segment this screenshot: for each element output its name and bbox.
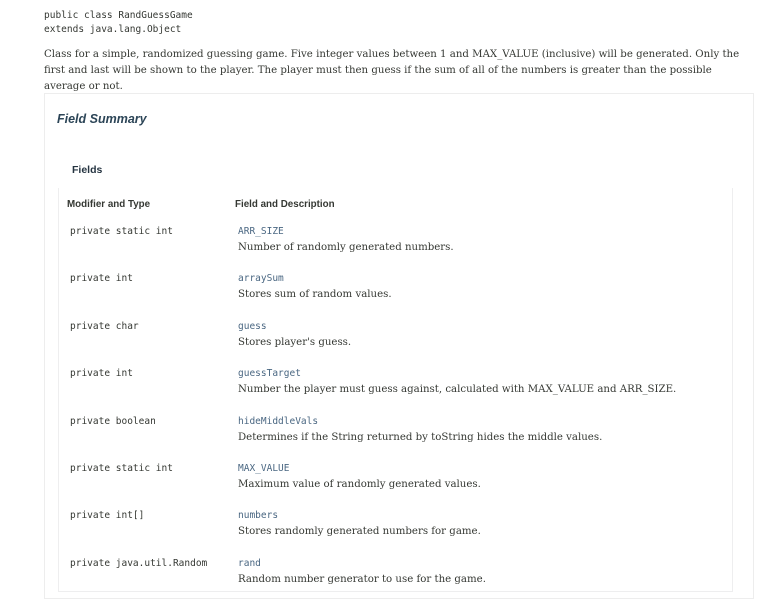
field-description: Determines if the String returned by toString hides the middle values. [238, 432, 603, 443]
field-name-link[interactable]: arraySum [238, 273, 284, 284]
field-name-link[interactable]: ARR_SIZE [238, 226, 284, 237]
header-modifier-type: Modifier and Type [67, 199, 151, 210]
field-name-link[interactable]: rand [238, 558, 261, 569]
field-description: Maximum value of randomly generated values. [238, 479, 481, 490]
field-description: Number of randomly generated numbers. [238, 242, 454, 253]
field-name-link[interactable]: guess [238, 321, 267, 332]
field-description: Stores sum of random values. [238, 289, 392, 300]
table-row [59, 415, 732, 462]
field-description: Stores player's guess. [238, 337, 352, 348]
table-row [59, 367, 732, 414]
class-description: Class for a simple, randomized guessing game. Five integer values between 1 and MAX_VALUE (inclusive) will be generated. Only the first and last will be shown to the player. The player must then guess if the sum of all of the numbers is greater than the possible average or not. [44, 49, 740, 92]
field-modifier-type: private java.util.Random [70, 558, 208, 569]
field-name-link[interactable]: guessTarget [238, 368, 301, 379]
field-summary-section [44, 93, 754, 599]
field-modifier-type: private static int [70, 226, 173, 237]
table-row [59, 557, 732, 604]
class-extends: extends java.lang.Object [44, 24, 182, 35]
field-name-link[interactable]: hideMiddleVals [238, 416, 319, 427]
field-modifier-type: private int[] [70, 510, 145, 521]
class-declaration: public class RandGuessGame [44, 10, 193, 21]
class-signature [44, 9, 193, 37]
table-row [59, 462, 732, 509]
fields-table [58, 188, 733, 592]
field-modifier-type: private char [70, 321, 139, 332]
field-modifier-type: private int [70, 273, 133, 284]
fields-table-caption: Fields [72, 164, 103, 176]
header-field-description: Field and Description [235, 199, 335, 210]
field-modifier-type: private static int [70, 463, 173, 474]
field-modifier-type: private int [70, 368, 133, 379]
field-modifier-type: private boolean [70, 416, 156, 427]
field-description: Random number generator to use for the game. [238, 574, 486, 585]
table-row [59, 272, 732, 319]
field-description: Stores randomly generated numbers for game. [238, 526, 481, 537]
field-name-link[interactable]: numbers [238, 510, 279, 521]
field-summary-title: Field Summary [57, 112, 147, 126]
field-name-link[interactable]: MAX_VALUE [238, 463, 290, 474]
table-row [59, 320, 732, 367]
table-row [59, 509, 732, 556]
table-row [59, 225, 732, 272]
field-description: Number the player must guess against, calculated with MAX_VALUE and ARR_SIZE. [238, 384, 677, 395]
